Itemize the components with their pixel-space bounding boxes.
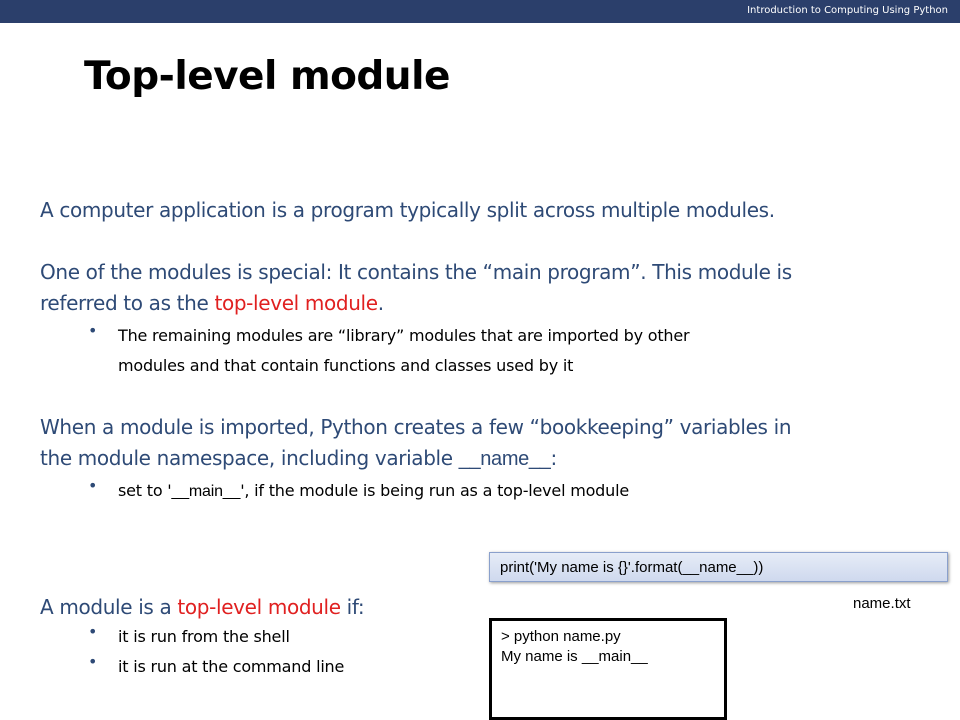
slide-title: Top-level module [84, 54, 450, 99]
paragraph-import [40, 412, 900, 475]
variable-name: __name__ [458, 448, 551, 470]
highlight-top-level-module: top-level module [214, 291, 378, 315]
header-bar [0, 0, 960, 23]
paragraph-import-line2-pre: the module namespace, including variable [40, 446, 459, 470]
paragraph-if-pre: A module is a [40, 595, 178, 619]
bullet-library-modules [118, 321, 858, 381]
bullet-command-line-text: it is run at the command line [118, 657, 345, 676]
bullet-dot: • [88, 622, 98, 641]
code-snippet-box [489, 552, 948, 582]
bullet-set-post: ', if the module is being run as a top-level module [240, 481, 629, 500]
bullet-dot: • [88, 476, 98, 495]
paragraph-special-module [40, 257, 900, 319]
paragraph-special-line2-pre: referred to as the [40, 291, 215, 315]
terminal-window [489, 618, 727, 720]
bullet-dot: • [88, 321, 98, 340]
code-snippet-text: print('My name is {}'.format(__name__)) [500, 559, 764, 576]
bullet-library-line2: modules and that contain functions and classes used by it [118, 356, 574, 375]
bullet-set-code: __main__ [171, 483, 241, 500]
paragraph-special-line1: One of the modules is special: It contains the “main program”. This module is [40, 260, 792, 284]
paragraph-application [40, 195, 900, 226]
bullet-run-from-shell [118, 622, 858, 652]
bullet-dot: • [88, 652, 98, 671]
bullet-library-line1: The remaining modules are “library” modules that are imported by other [118, 326, 690, 345]
paragraph-application-text: A computer application is a program typically split across multiple modules. [40, 198, 775, 222]
bullet-set-pre: set to ' [118, 481, 172, 500]
paragraph-import-line1: When a module is imported, Python creates a few “bookkeeping” variables in [40, 415, 792, 439]
highlight-top-level-module-2: top-level module [177, 595, 341, 619]
paragraph-special-line2-post: . [377, 291, 384, 315]
terminal-command: > python name.py [501, 628, 621, 645]
course-title: Introduction to Computing Using Python [747, 5, 948, 16]
bullet-shell-text: it is run from the shell [118, 627, 290, 646]
paragraph-if-post: if: [340, 595, 365, 619]
bullet-run-command-line [118, 652, 858, 682]
paragraph-top-level-if [40, 592, 900, 623]
filename-label: name.txt [853, 595, 911, 612]
terminal-output: My name is __main__ [501, 648, 648, 665]
bullet-set-to-main [118, 476, 858, 507]
paragraph-import-line2-post: : [550, 446, 557, 470]
